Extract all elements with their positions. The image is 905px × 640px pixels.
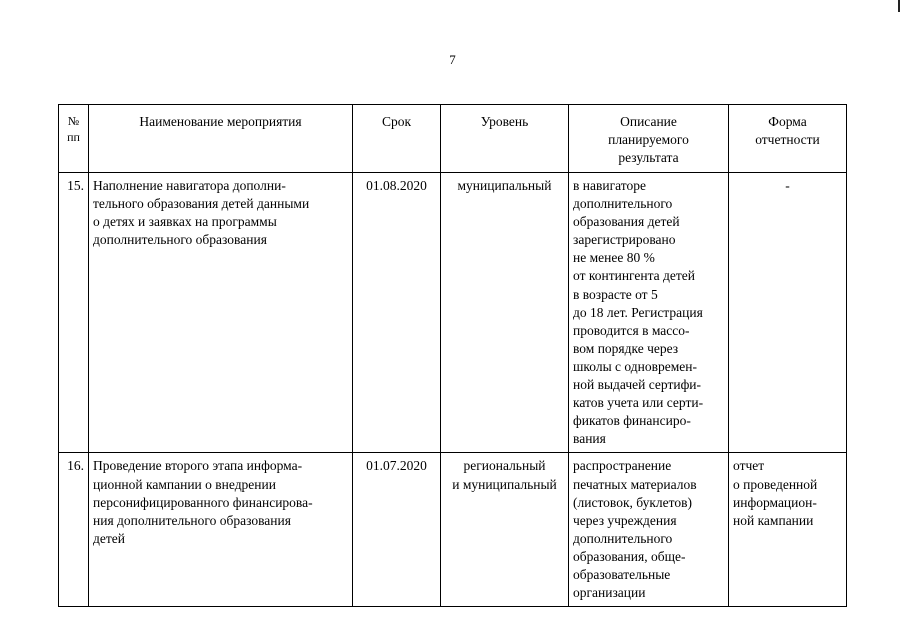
event-date: 01.08.2020 bbox=[353, 173, 441, 453]
event-name: Проведение второго этапа информа- ционной кампании о внедрении персонифицированного финансирова- ния дополнительного образования детей bbox=[89, 453, 353, 607]
event-name: Наполнение навигатора дополни- тельного образования детей данными о детях и заявках на программы дополнительного образования bbox=[89, 173, 353, 453]
row-number: 15. bbox=[59, 173, 89, 453]
table-header-row bbox=[59, 105, 847, 173]
page-number: 7 bbox=[449, 52, 456, 67]
row-number: 16. bbox=[59, 453, 89, 607]
header-num: № пп bbox=[59, 105, 89, 173]
header-description: Описание планируемого результата bbox=[569, 105, 729, 173]
header-level: Уровень bbox=[441, 105, 569, 173]
scan-edge-mark bbox=[898, 0, 900, 12]
events-table bbox=[58, 104, 847, 607]
event-level: региональный и муниципальный bbox=[441, 453, 569, 607]
event-description: в навигаторе дополнительного образования детей зарегистрировано не менее 80 % от контингента детей в возрасте от 5 до 18 лет. Регистрация проводится в массо- вом порядке через школы с одновремен- ной выдачей сертифи- катов учета или серти- фикатов финансиро- вания bbox=[569, 173, 729, 453]
table-row bbox=[59, 453, 847, 607]
header-name: Наименование мероприятия bbox=[89, 105, 353, 173]
event-date: 01.07.2020 bbox=[353, 453, 441, 607]
header-report-form: Форма отчетности bbox=[729, 105, 847, 173]
event-report-form: отчет о проведенной информацион- ной кампании bbox=[729, 453, 847, 607]
header-date: Срок bbox=[353, 105, 441, 173]
table-row bbox=[59, 173, 847, 453]
event-level: муниципальный bbox=[441, 173, 569, 453]
event-report-form: - bbox=[729, 173, 847, 453]
event-description: распространение печатных материалов (листовок, буклетов) через учреждения дополнительного образования, обще- образовательные организации bbox=[569, 453, 729, 607]
